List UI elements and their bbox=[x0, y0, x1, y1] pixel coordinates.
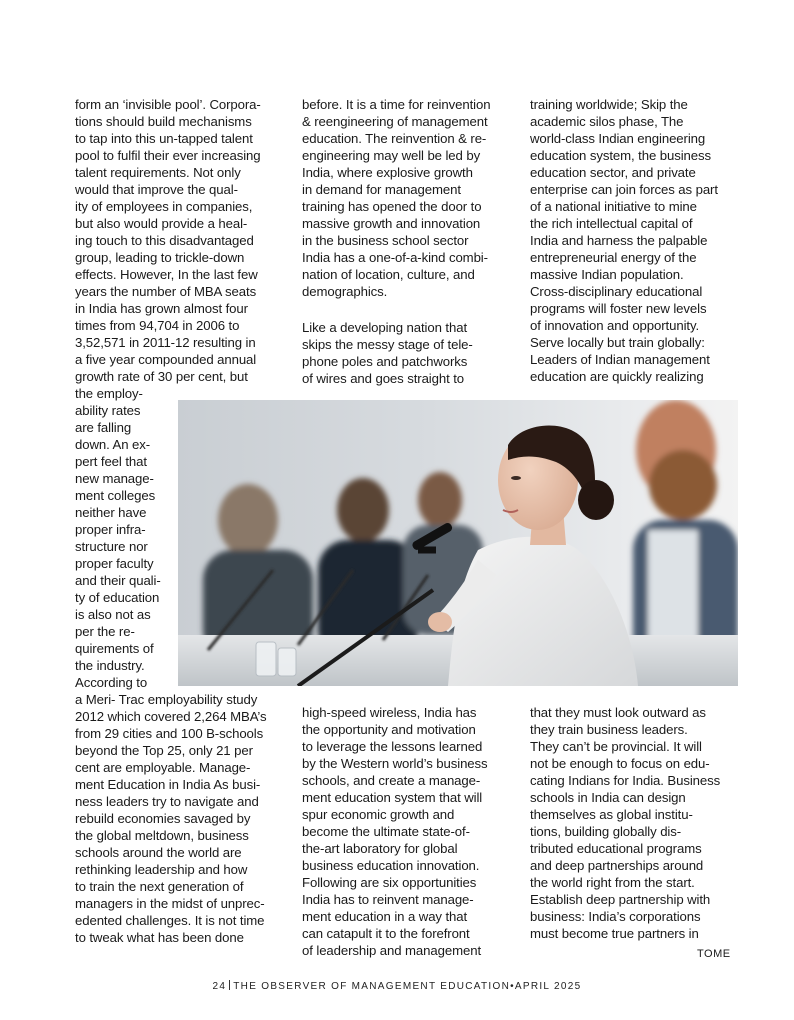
text-line: entrepreneurial energy of the bbox=[530, 250, 697, 265]
text-line: education are quickly realizing bbox=[530, 369, 704, 384]
text-line: effects. However, In the last few bbox=[75, 267, 258, 282]
text-line: become the ultimate state-of- bbox=[302, 824, 470, 839]
publication-name: THE OBSERVER OF MANAGEMENT EDUCATION•APRIL 2025 bbox=[233, 981, 582, 992]
text-line: are falling bbox=[75, 420, 132, 435]
text-line: tions should build mechanisms bbox=[75, 114, 252, 129]
text-line: schools in India can design bbox=[530, 790, 686, 805]
text-line: Following are six opportunities bbox=[302, 875, 477, 890]
text-line: ness leaders try to navigate and bbox=[75, 794, 259, 809]
text-line: ment education system that will bbox=[302, 790, 483, 805]
text-line: talent requirements. Not only bbox=[75, 165, 241, 180]
text-line: they train business leaders. bbox=[530, 722, 688, 737]
text-line: skips the messy stage of tele- bbox=[302, 337, 473, 352]
text-line: India has a one-of-a-kind combi- bbox=[302, 250, 488, 265]
text-line: down. An ex- bbox=[75, 437, 151, 452]
text-line: nation of location, culture, and bbox=[302, 267, 475, 282]
text-line: & reengineering of management bbox=[302, 114, 488, 129]
text-line: to tap into this un-tapped talent bbox=[75, 131, 253, 146]
text-line: Leaders of Indian management bbox=[530, 352, 710, 367]
text-line: massive Indian population. bbox=[530, 267, 684, 282]
text-line: the rich intellectual capital of bbox=[530, 216, 693, 231]
text-line: According to bbox=[75, 675, 148, 690]
text-line: can catapult it to the forefront bbox=[302, 926, 470, 941]
text-line: not be enough to focus on edu- bbox=[530, 756, 710, 771]
text-line: rebuild economies savaged by bbox=[75, 811, 251, 826]
text-line: education system, the business bbox=[530, 148, 711, 163]
text-line: schools around the world are bbox=[75, 845, 242, 860]
text-line: before. It is a time for reinvention bbox=[302, 97, 491, 112]
text-line: beyond the Top 25, only 21 per bbox=[75, 743, 253, 758]
text-line: but also would provide a heal- bbox=[75, 216, 248, 231]
text-line: 3,52,571 in 2011-12 resulting in bbox=[75, 335, 256, 350]
text-line: pert feel that bbox=[75, 454, 147, 469]
text-line: themselves as global institu- bbox=[530, 807, 693, 822]
text-line: phone poles and patchworks bbox=[302, 354, 468, 369]
text-line: of wires and goes straight to bbox=[302, 371, 465, 386]
text-line: Like a developing nation that bbox=[302, 320, 468, 335]
text-line: cent are employable. Manage- bbox=[75, 760, 251, 775]
text-line: in the business school sector bbox=[302, 233, 469, 248]
tome-label: TOME bbox=[697, 948, 731, 960]
text-line: a five year compounded annual bbox=[75, 352, 257, 367]
text-line: 2012 which covered 2,264 MBA’s bbox=[75, 709, 267, 724]
text-line: ment education in a way that bbox=[302, 909, 468, 924]
conference-speaker-illustration bbox=[178, 400, 738, 686]
text-line: to leverage the lessons learned bbox=[302, 739, 483, 754]
text-line: cating Indians for India. Business bbox=[530, 773, 721, 788]
text-line: of innovation and opportunity. bbox=[530, 318, 700, 333]
text-line: of a national initiative to mine bbox=[530, 199, 697, 214]
text-line: and deep partnerships around bbox=[530, 858, 704, 873]
text-line: ty of education bbox=[75, 590, 160, 605]
text-line: massive growth and innovation bbox=[302, 216, 481, 231]
text-line: Establish deep partnership with bbox=[530, 892, 711, 907]
text-line: India has to reinvent manage- bbox=[302, 892, 474, 907]
text-line: business: India’s corporations bbox=[530, 909, 701, 924]
text-line: is also not as bbox=[75, 607, 151, 622]
text-line: training worldwide; Skip the bbox=[530, 97, 688, 112]
text-line: enterprise can join forces as part bbox=[530, 182, 718, 197]
text-line: the-art laboratory for global bbox=[302, 841, 458, 856]
text-line: group, leading to trickle-down bbox=[75, 250, 245, 265]
text-line: and their quali- bbox=[75, 573, 161, 588]
text-line: in India has grown almost four bbox=[75, 301, 248, 316]
text-line: growth rate of 30 per cent, but bbox=[75, 369, 248, 384]
text-line: ity of employees in companies, bbox=[75, 199, 253, 214]
text-line: business education innovation. bbox=[302, 858, 480, 873]
text-line: rethinking leadership and how bbox=[75, 862, 248, 877]
text-line: pool to fulfil their ever increasing bbox=[75, 148, 261, 163]
text-line: training has opened the door to bbox=[302, 199, 482, 214]
text-line: to train the next generation of bbox=[75, 879, 244, 894]
text-line: to tweak what has been done bbox=[75, 930, 244, 945]
page-footer bbox=[0, 980, 794, 992]
text-line: tions, building globally dis- bbox=[530, 824, 682, 839]
text-line: ing touch to this disadvantaged bbox=[75, 233, 254, 248]
text-line: Cross-disciplinary educational bbox=[530, 284, 703, 299]
text-line: programs will foster new levels bbox=[530, 301, 707, 316]
text-line: per the re- bbox=[75, 624, 135, 639]
text-line: high-speed wireless, India has bbox=[302, 705, 477, 720]
text-line: proper faculty bbox=[75, 556, 154, 571]
text-line: of leadership and management bbox=[302, 943, 482, 958]
text-line: times from 94,704 in 2006 to bbox=[75, 318, 240, 333]
text-line: academic silos phase, The bbox=[530, 114, 684, 129]
text-line: Serve locally but train globally: bbox=[530, 335, 705, 350]
text-line: must become true partners in bbox=[530, 926, 699, 941]
text-line: a Meri- Trac employability study bbox=[75, 692, 258, 707]
text-line: world-class Indian engineering bbox=[530, 131, 706, 146]
text-line: spur economic growth and bbox=[302, 807, 455, 822]
text-line: form an ‘invisible pool’. Corpora- bbox=[75, 97, 261, 112]
text-line: They can’t be provincial. It will bbox=[530, 739, 702, 754]
text-line: the opportunity and motivation bbox=[302, 722, 476, 737]
text-line: ability rates bbox=[75, 403, 141, 418]
text-line: tributed educational programs bbox=[530, 841, 702, 856]
text-line: engineering may well be led by bbox=[302, 148, 481, 163]
article-photo bbox=[178, 400, 738, 686]
page-number: 24 bbox=[212, 981, 227, 992]
text-line: demographics. bbox=[302, 284, 388, 299]
text-line: the global meltdown, business bbox=[75, 828, 249, 843]
text-line: the industry. bbox=[75, 658, 145, 673]
text-line: education. The reinvention & re- bbox=[302, 131, 487, 146]
text-line: India and harness the palpable bbox=[530, 233, 708, 248]
text-line: schools, and create a manage- bbox=[302, 773, 481, 788]
text-line: the employ- bbox=[75, 386, 143, 401]
text-line: that they must look outward as bbox=[530, 705, 706, 720]
text-line: the world right from the start. bbox=[530, 875, 695, 890]
footer-divider bbox=[229, 980, 230, 990]
text-line: ment colleges bbox=[75, 488, 156, 503]
text-line: edented challenges. It is not time bbox=[75, 913, 265, 928]
text-line: managers in the midst of unprec- bbox=[75, 896, 265, 911]
text-line: neither have bbox=[75, 505, 147, 520]
text-line: by the Western world’s business bbox=[302, 756, 488, 771]
text-line: ment Education in India As busi- bbox=[75, 777, 261, 792]
text-line: new manage- bbox=[75, 471, 154, 486]
text-line: education sector, and private bbox=[530, 165, 696, 180]
text-line: in demand for management bbox=[302, 182, 461, 197]
text-line: quirements of bbox=[75, 641, 154, 656]
text-line: proper infra- bbox=[75, 522, 146, 537]
text-line: would that improve the qual- bbox=[75, 182, 238, 197]
text-line: from 29 cities and 100 B-schools bbox=[75, 726, 264, 741]
text-line: structure nor bbox=[75, 539, 148, 554]
text-line: India, where explosive growth bbox=[302, 165, 473, 180]
text-line: years the number of MBA seats bbox=[75, 284, 257, 299]
